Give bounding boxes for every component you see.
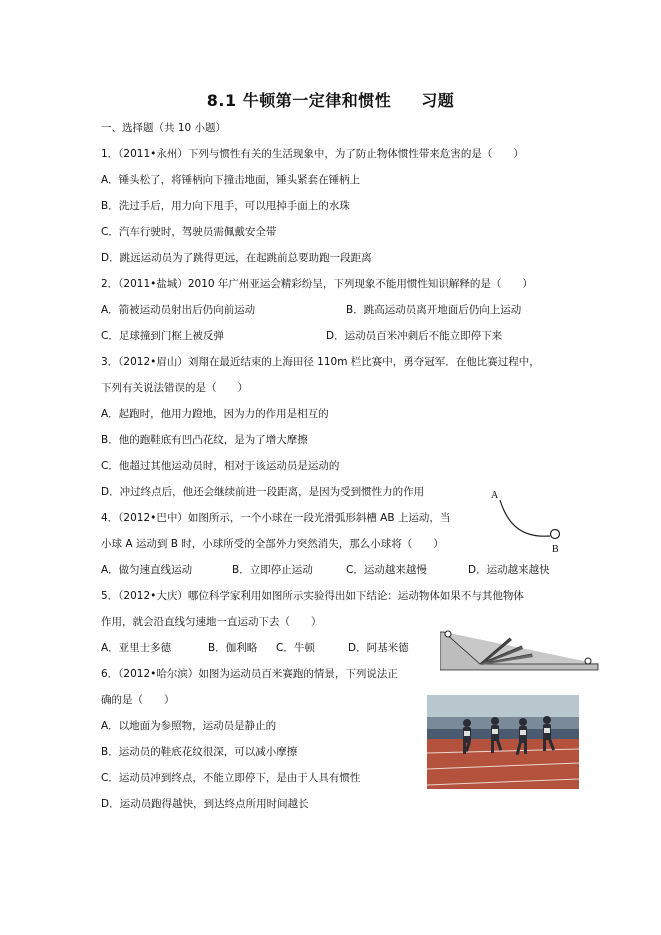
figure-label-b: B	[552, 544, 559, 555]
question-2-option-b: B．跳高运动员离开地面后仍向上运动	[346, 304, 522, 316]
question-6-option-d: D．运动员跑得越快，到达终点所用时间越长	[101, 798, 309, 810]
question-1-option-b: B．洗过手后，用力向下甩手，可以甩掉手面上的水珠	[101, 200, 350, 212]
question-4-option-a: A．做匀速直线运动	[101, 564, 193, 576]
question-5-option-b: B．伽利略	[208, 642, 258, 654]
question-6-option-c: C．运动员冲到终点，不能立即停下，是由于人具有惯性	[101, 772, 361, 784]
ball-icon	[551, 530, 560, 539]
question-3-option-d: D．冲过终点后，他还会继续前进一段距离，是因为受到惯性力的作用	[101, 486, 425, 498]
question-3-option-a: A．起跑时，他用力蹬地，因为力的作用是相互的	[101, 408, 329, 420]
question-1-option-a: A．锤头松了，将锤柄向下撞击地面，锤头紧套在锤柄上	[101, 174, 361, 186]
question-3-stem-line-2: 下列有关说法错误的是（ ）	[101, 382, 248, 394]
inclined-planes-figure	[440, 624, 600, 672]
question-6-stem-line-2: 确的是（ ）	[101, 694, 175, 706]
question-3-stem-line-1: 3．（2012•眉山）刘翔在最近结束的上海田径 110m 栏比赛中，勇夺冠军．在他比赛过程中，	[101, 356, 540, 368]
question-1-stem: 1．（2011•永州）下列与惯性有关的生活现象中，为了防止物体惯性带来危害的是（ ）	[101, 148, 524, 160]
question-2-option-a: A．箭被运动员射出后仍向前运动	[101, 304, 256, 316]
question-1-option-d: D．跳远运动员为了跳得更远，在起跳前总要助跑一段距离	[101, 252, 372, 264]
title-main: 8.1 牛顿第一定律和惯性	[206, 91, 392, 110]
page-title	[0, 88, 661, 111]
question-5-option-d: D．阿基米德	[348, 642, 409, 654]
sprint-race-photo	[427, 695, 579, 789]
question-4-option-c: C．运动越来越慢	[346, 564, 427, 576]
question-4-stem-line-2: 小球 A 运动到 B 时，小球所受的全部外力突然消失，那么小球将（ ）	[101, 538, 444, 550]
question-4-option-b: B．立即停止运动	[232, 564, 313, 576]
question-2-option-c: C．足球撞到门框上被反弹	[101, 330, 224, 342]
arc-slope-figure	[488, 486, 570, 558]
question-3-option-c: C．他超过其他运动员时，相对于该运动员是运动的	[101, 460, 340, 472]
ball-icon	[585, 658, 591, 664]
question-1-option-c: C．汽车行驶时，驾驶员需佩戴安全带	[101, 226, 277, 238]
question-5-option-c: C．牛顿	[276, 642, 315, 654]
figure-label-a: A	[491, 490, 499, 501]
question-2-stem: 2．（2011•盐城）2010 年广州亚运会精彩纷呈，下列现象不能用惯性知识解释的是（ ）	[101, 278, 533, 290]
ball-icon	[445, 631, 451, 637]
question-4-stem-line-1: 4．（2012•巴中）如图所示，一个小球在一段光滑弧形斜槽 AB 上运动，当	[101, 512, 451, 524]
question-2-option-d: D．运动员百米冲刺后不能立即停下来	[326, 330, 503, 342]
title-suffix: 习题	[421, 91, 455, 110]
question-5-stem-line-1: 5．（2012•大庆）哪位科学家利用如图所示实验得出如下结论：运动物体如果不与其他物体	[101, 590, 524, 602]
question-6-option-a: A．以地面为参照物，运动员是静止的	[101, 720, 277, 732]
question-6-option-b: B．运动员的鞋底花纹很深，可以减小摩擦	[101, 746, 298, 758]
question-5-option-a: A．亚里士多德	[101, 642, 172, 654]
question-3-option-b: B．他的跑鞋底有凹凸花纹，是为了增大摩擦	[101, 434, 308, 446]
question-6-stem-line-1: 6．（2012•哈尔滨）如图为运动员百米赛跑的情景，下列说法正	[101, 668, 398, 680]
section-header: 一、选择题（共 10 小题）	[101, 122, 227, 134]
question-4-option-d: D．运动越来越快	[468, 564, 550, 576]
question-5-stem-line-2: 作用，就会沿直线匀速地一直运动下去（ ）	[101, 616, 322, 628]
